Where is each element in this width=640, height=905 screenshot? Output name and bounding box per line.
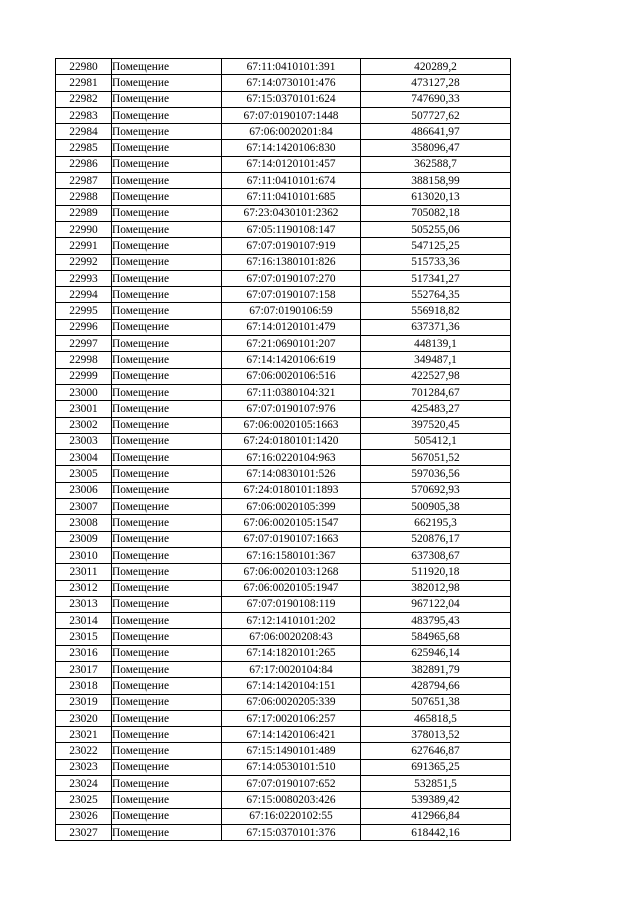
cadastral-number-cell: 67:15:1490101:489 xyxy=(222,743,361,759)
row-number-cell: 22993 xyxy=(56,270,112,286)
cadastral-value-cell: 448139,1 xyxy=(361,336,511,352)
object-type-cell: Помещение xyxy=(112,580,222,596)
table-row xyxy=(56,678,511,694)
row-number-cell: 23015 xyxy=(56,629,112,645)
object-type-cell: Помещение xyxy=(112,466,222,482)
row-number-cell: 23014 xyxy=(56,613,112,629)
object-type-cell: Помещение xyxy=(112,384,222,400)
table-row xyxy=(56,368,511,384)
row-number-cell: 22987 xyxy=(56,173,112,189)
table-row xyxy=(56,629,511,645)
object-type-cell: Помещение xyxy=(112,221,222,237)
table-row xyxy=(56,564,511,580)
row-number-cell: 22992 xyxy=(56,254,112,270)
cadastral-number-cell: 67:11:0380104:321 xyxy=(222,384,361,400)
object-type-cell: Помещение xyxy=(112,270,222,286)
table-row xyxy=(56,499,511,515)
cadastral-value-cell: 705082,18 xyxy=(361,205,511,221)
object-type-cell: Помещение xyxy=(112,124,222,140)
cadastral-value-cell: 420289,2 xyxy=(361,59,511,75)
row-number-cell: 22986 xyxy=(56,156,112,172)
cadastral-number-cell: 67:14:1420106:830 xyxy=(222,140,361,156)
object-type-cell: Помещение xyxy=(112,678,222,694)
table-row xyxy=(56,156,511,172)
cadastral-number-cell: 67:05:1190108:147 xyxy=(222,221,361,237)
table-row xyxy=(56,776,511,792)
cadastral-value-cell: 967122,04 xyxy=(361,596,511,612)
object-type-cell: Помещение xyxy=(112,336,222,352)
cadastral-number-cell: 67:14:0830101:526 xyxy=(222,466,361,482)
object-type-cell: Помещение xyxy=(112,645,222,661)
row-number-cell: 23024 xyxy=(56,776,112,792)
cadastral-number-cell: 67:14:1420106:421 xyxy=(222,727,361,743)
object-type-cell: Помещение xyxy=(112,140,222,156)
cadastral-value-cell: 584965,68 xyxy=(361,629,511,645)
cadastral-number-cell: 67:07:0190107:652 xyxy=(222,776,361,792)
cadastral-number-cell: 67:11:0410101:685 xyxy=(222,189,361,205)
object-type-cell: Помещение xyxy=(112,596,222,612)
cadastral-value-cell: 511920,18 xyxy=(361,564,511,580)
row-number-cell: 23019 xyxy=(56,694,112,710)
row-number-cell: 23016 xyxy=(56,645,112,661)
object-type-cell: Помещение xyxy=(112,173,222,189)
cadastral-number-cell: 67:06:0020208:43 xyxy=(222,629,361,645)
row-number-cell: 23013 xyxy=(56,596,112,612)
cadastral-value-cell: 625946,14 xyxy=(361,645,511,661)
cadastral-number-cell: 67:14:0730101:476 xyxy=(222,75,361,91)
table-row xyxy=(56,287,511,303)
table-row xyxy=(56,580,511,596)
cadastral-number-cell: 67:11:0410101:391 xyxy=(222,59,361,75)
row-number-cell: 22983 xyxy=(56,107,112,123)
table-row xyxy=(56,450,511,466)
cadastral-value-cell: 483795,43 xyxy=(361,613,511,629)
table-row xyxy=(56,91,511,107)
table-row xyxy=(56,727,511,743)
object-type-cell: Помещение xyxy=(112,417,222,433)
table-row xyxy=(56,710,511,726)
object-type-cell: Помещение xyxy=(112,694,222,710)
cadastral-number-cell: 67:14:1820101:265 xyxy=(222,645,361,661)
table-row xyxy=(56,75,511,91)
table-row xyxy=(56,433,511,449)
table-row xyxy=(56,336,511,352)
object-type-cell: Помещение xyxy=(112,319,222,335)
object-type-cell: Помещение xyxy=(112,792,222,808)
row-number-cell: 23008 xyxy=(56,515,112,531)
row-number-cell: 23012 xyxy=(56,580,112,596)
table-row xyxy=(56,531,511,547)
row-number-cell: 23001 xyxy=(56,401,112,417)
table-row xyxy=(56,59,511,75)
cadastral-value-cell: 507727,62 xyxy=(361,107,511,123)
object-type-cell: Помещение xyxy=(112,450,222,466)
table-row xyxy=(56,319,511,335)
row-number-cell: 22985 xyxy=(56,140,112,156)
row-number-cell: 23022 xyxy=(56,743,112,759)
cadastral-number-cell: 67:06:0020201:84 xyxy=(222,124,361,140)
row-number-cell: 23017 xyxy=(56,661,112,677)
table-row xyxy=(56,759,511,775)
cadastral-number-cell: 67:14:0530101:510 xyxy=(222,759,361,775)
cadastral-number-cell: 67:16:0220104:963 xyxy=(222,450,361,466)
cadastral-value-cell: 515733,36 xyxy=(361,254,511,270)
cadastral-value-cell: 382012,98 xyxy=(361,580,511,596)
object-type-cell: Помещение xyxy=(112,238,222,254)
object-type-cell: Помещение xyxy=(112,547,222,563)
cadastral-number-cell: 67:14:1420106:619 xyxy=(222,352,361,368)
row-number-cell: 23002 xyxy=(56,417,112,433)
cadastral-number-cell: 67:06:0020105:1947 xyxy=(222,580,361,596)
cadastral-value-cell: 486641,97 xyxy=(361,124,511,140)
cadastral-value-cell: 547125,25 xyxy=(361,238,511,254)
object-type-cell: Помещение xyxy=(112,205,222,221)
table-row xyxy=(56,694,511,710)
table-row xyxy=(56,808,511,824)
cadastral-value-cell: 556918,82 xyxy=(361,303,511,319)
row-number-cell: 22999 xyxy=(56,368,112,384)
cadastral-value-table xyxy=(55,58,511,841)
cadastral-value-cell: 691365,25 xyxy=(361,759,511,775)
cadastral-number-cell: 67:16:0220102:55 xyxy=(222,808,361,824)
cadastral-value-cell: 349487,1 xyxy=(361,352,511,368)
cadastral-value-cell: 618442,16 xyxy=(361,824,511,840)
cadastral-value-cell: 425483,27 xyxy=(361,401,511,417)
table-row xyxy=(56,661,511,677)
cadastral-value-cell: 747690,33 xyxy=(361,91,511,107)
cadastral-number-cell: 67:15:0370101:624 xyxy=(222,91,361,107)
cadastral-value-cell: 637308,67 xyxy=(361,547,511,563)
table-row xyxy=(56,254,511,270)
row-number-cell: 23007 xyxy=(56,499,112,515)
object-type-cell: Помещение xyxy=(112,499,222,515)
table-row xyxy=(56,743,511,759)
table-row xyxy=(56,173,511,189)
object-type-cell: Помещение xyxy=(112,759,222,775)
cadastral-number-cell: 67:15:0080203:426 xyxy=(222,792,361,808)
table-row xyxy=(56,140,511,156)
table-row xyxy=(56,596,511,612)
row-number-cell: 22997 xyxy=(56,336,112,352)
row-number-cell: 23021 xyxy=(56,727,112,743)
cadastral-value-cell: 567051,52 xyxy=(361,450,511,466)
cadastral-number-cell: 67:07:0190107:270 xyxy=(222,270,361,286)
object-type-cell: Помещение xyxy=(112,482,222,498)
cadastral-value-cell: 520876,17 xyxy=(361,531,511,547)
table-row xyxy=(56,613,511,629)
table-row xyxy=(56,547,511,563)
object-type-cell: Помещение xyxy=(112,824,222,840)
object-type-cell: Помещение xyxy=(112,91,222,107)
object-type-cell: Помещение xyxy=(112,59,222,75)
cadastral-number-cell: 67:17:0020104:84 xyxy=(222,661,361,677)
object-type-cell: Помещение xyxy=(112,75,222,91)
cadastral-value-cell: 627646,87 xyxy=(361,743,511,759)
cadastral-value-cell: 358096,47 xyxy=(361,140,511,156)
cadastral-number-cell: 67:07:0190107:1448 xyxy=(222,107,361,123)
cadastral-value-cell: 552764,35 xyxy=(361,287,511,303)
cadastral-number-cell: 67:23:0430101:2362 xyxy=(222,205,361,221)
row-number-cell: 22984 xyxy=(56,124,112,140)
row-number-cell: 23004 xyxy=(56,450,112,466)
row-number-cell: 23011 xyxy=(56,564,112,580)
cadastral-value-cell: 422527,98 xyxy=(361,368,511,384)
cadastral-value-cell: 397520,45 xyxy=(361,417,511,433)
cadastral-number-cell: 67:14:1420104:151 xyxy=(222,678,361,694)
table-row xyxy=(56,107,511,123)
cadastral-value-cell: 517341,27 xyxy=(361,270,511,286)
cadastral-number-cell: 67:15:0370101:376 xyxy=(222,824,361,840)
row-number-cell: 23025 xyxy=(56,792,112,808)
cadastral-number-cell: 67:12:1410101:202 xyxy=(222,613,361,629)
table-row xyxy=(56,205,511,221)
cadastral-number-cell: 67:07:0190107:158 xyxy=(222,287,361,303)
row-number-cell: 22989 xyxy=(56,205,112,221)
cadastral-value-cell: 412966,84 xyxy=(361,808,511,824)
cadastral-number-cell: 67:14:0120101:479 xyxy=(222,319,361,335)
cadastral-value-cell: 500905,38 xyxy=(361,499,511,515)
object-type-cell: Помещение xyxy=(112,368,222,384)
table-row xyxy=(56,238,511,254)
cadastral-value-cell: 570692,93 xyxy=(361,482,511,498)
row-number-cell: 23003 xyxy=(56,433,112,449)
row-number-cell: 23026 xyxy=(56,808,112,824)
object-type-cell: Помещение xyxy=(112,776,222,792)
cadastral-number-cell: 67:06:0020105:1547 xyxy=(222,515,361,531)
table-row xyxy=(56,482,511,498)
cadastral-value-cell: 662195,3 xyxy=(361,515,511,531)
cadastral-value-cell: 428794,66 xyxy=(361,678,511,694)
cadastral-number-cell: 67:16:1580101:367 xyxy=(222,547,361,563)
table-row xyxy=(56,221,511,237)
cadastral-number-cell: 67:16:1380101:826 xyxy=(222,254,361,270)
cadastral-number-cell: 67:06:0020105:399 xyxy=(222,499,361,515)
row-number-cell: 23023 xyxy=(56,759,112,775)
object-type-cell: Помещение xyxy=(112,808,222,824)
table-row xyxy=(56,792,511,808)
row-number-cell: 23018 xyxy=(56,678,112,694)
object-type-cell: Помещение xyxy=(112,107,222,123)
object-type-cell: Помещение xyxy=(112,287,222,303)
object-type-cell: Помещение xyxy=(112,661,222,677)
row-number-cell: 22991 xyxy=(56,238,112,254)
cadastral-number-cell: 67:24:0180101:1893 xyxy=(222,482,361,498)
object-type-cell: Помещение xyxy=(112,727,222,743)
row-number-cell: 23009 xyxy=(56,531,112,547)
cadastral-number-cell: 67:06:0020106:516 xyxy=(222,368,361,384)
cadastral-value-cell: 505255,06 xyxy=(361,221,511,237)
object-type-cell: Помещение xyxy=(112,401,222,417)
object-type-cell: Помещение xyxy=(112,743,222,759)
cadastral-number-cell: 67:24:0180101:1420 xyxy=(222,433,361,449)
table-row xyxy=(56,303,511,319)
cadastral-value-cell: 388158,99 xyxy=(361,173,511,189)
object-type-cell: Помещение xyxy=(112,613,222,629)
cadastral-value-cell: 637371,36 xyxy=(361,319,511,335)
cadastral-value-cell: 701284,67 xyxy=(361,384,511,400)
cadastral-number-cell: 67:07:0190107:1663 xyxy=(222,531,361,547)
table-row xyxy=(56,384,511,400)
cadastral-value-cell: 597036,56 xyxy=(361,466,511,482)
object-type-cell: Помещение xyxy=(112,352,222,368)
object-type-cell: Помещение xyxy=(112,564,222,580)
row-number-cell: 22980 xyxy=(56,59,112,75)
object-type-cell: Помещение xyxy=(112,515,222,531)
object-type-cell: Помещение xyxy=(112,531,222,547)
cadastral-number-cell: 67:06:0020205:339 xyxy=(222,694,361,710)
cadastral-value-cell: 378013,52 xyxy=(361,727,511,743)
cadastral-number-cell: 67:17:0020106:257 xyxy=(222,710,361,726)
object-type-cell: Помещение xyxy=(112,254,222,270)
table-row xyxy=(56,124,511,140)
row-number-cell: 23027 xyxy=(56,824,112,840)
table-row xyxy=(56,417,511,433)
row-number-cell: 22982 xyxy=(56,91,112,107)
cadastral-value-cell: 505412,1 xyxy=(361,433,511,449)
cadastral-number-cell: 67:07:0190107:976 xyxy=(222,401,361,417)
cadastral-value-cell: 613020,13 xyxy=(361,189,511,205)
cadastral-number-cell: 67:06:0020103:1268 xyxy=(222,564,361,580)
cadastral-number-cell: 67:14:0120101:457 xyxy=(222,156,361,172)
table-row xyxy=(56,270,511,286)
table-row xyxy=(56,466,511,482)
table-row xyxy=(56,645,511,661)
object-type-cell: Помещение xyxy=(112,710,222,726)
row-number-cell: 23020 xyxy=(56,710,112,726)
table-body xyxy=(56,59,511,841)
row-number-cell: 23006 xyxy=(56,482,112,498)
cadastral-number-cell: 67:07:0190108:119 xyxy=(222,596,361,612)
cadastral-value-cell: 473127,28 xyxy=(361,75,511,91)
row-number-cell: 23005 xyxy=(56,466,112,482)
object-type-cell: Помещение xyxy=(112,303,222,319)
row-number-cell: 22996 xyxy=(56,319,112,335)
row-number-cell: 23000 xyxy=(56,384,112,400)
object-type-cell: Помещение xyxy=(112,433,222,449)
cadastral-value-cell: 532851,5 xyxy=(361,776,511,792)
table-row xyxy=(56,401,511,417)
row-number-cell: 22998 xyxy=(56,352,112,368)
table-row xyxy=(56,352,511,368)
cadastral-number-cell: 67:06:0020105:1663 xyxy=(222,417,361,433)
object-type-cell: Помещение xyxy=(112,156,222,172)
cadastral-value-cell: 382891,79 xyxy=(361,661,511,677)
cadastral-value-cell: 362588,7 xyxy=(361,156,511,172)
table-row xyxy=(56,824,511,840)
row-number-cell: 22988 xyxy=(56,189,112,205)
row-number-cell: 23010 xyxy=(56,547,112,563)
cadastral-number-cell: 67:21:0690101:207 xyxy=(222,336,361,352)
cadastral-number-cell: 67:07:0190107:919 xyxy=(222,238,361,254)
object-type-cell: Помещение xyxy=(112,189,222,205)
cadastral-value-cell: 507651,38 xyxy=(361,694,511,710)
row-number-cell: 22981 xyxy=(56,75,112,91)
table-row xyxy=(56,189,511,205)
row-number-cell: 22994 xyxy=(56,287,112,303)
cadastral-number-cell: 67:07:0190106:59 xyxy=(222,303,361,319)
row-number-cell: 22995 xyxy=(56,303,112,319)
table-row xyxy=(56,515,511,531)
object-type-cell: Помещение xyxy=(112,629,222,645)
cadastral-value-cell: 465818,5 xyxy=(361,710,511,726)
row-number-cell: 22990 xyxy=(56,221,112,237)
cadastral-number-cell: 67:11:0410101:674 xyxy=(222,173,361,189)
cadastral-value-cell: 539389,42 xyxy=(361,792,511,808)
